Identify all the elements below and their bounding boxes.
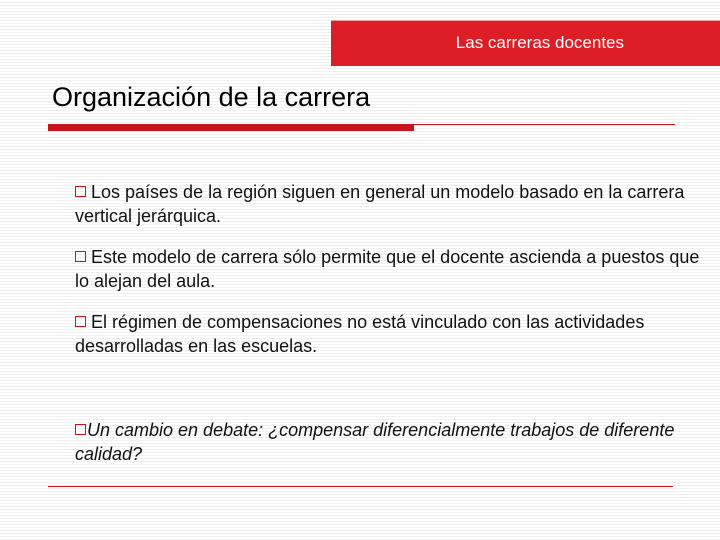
checkbox-square-icon: [75, 251, 86, 262]
bullet-text: Este modelo de carrera sólo permite que el docente ascienda a puestos que lo alejan del aula.: [75, 247, 700, 291]
banner-title: Las carreras docentes: [455, 33, 624, 52]
bullet-item: [75, 310, 715, 358]
footer-divider-line: [48, 486, 673, 487]
checkbox-square-icon: [75, 186, 86, 197]
checkbox-square-icon: [75, 316, 86, 327]
bullet-text: Un cambio en debate: ¿compensar diferencialmente trabajos de diferente calidad?: [75, 420, 675, 464]
bullet-item: [75, 245, 715, 293]
title-divider-line: [414, 124, 675, 125]
header-banner: [331, 20, 720, 66]
bullet-item: [75, 418, 715, 466]
checkbox-square-icon: [75, 424, 86, 435]
title-underline: [48, 124, 414, 131]
page-title: Organización de la carrera: [52, 82, 371, 112]
bullet-item: [75, 180, 715, 228]
bullet-text: Los países de la región siguen en general un modelo basado en la carrera vertical jerárquica.: [75, 182, 685, 226]
bullet-text: El régimen de compensaciones no está vinculado con las actividades desarrolladas en las escuelas.: [75, 312, 645, 356]
